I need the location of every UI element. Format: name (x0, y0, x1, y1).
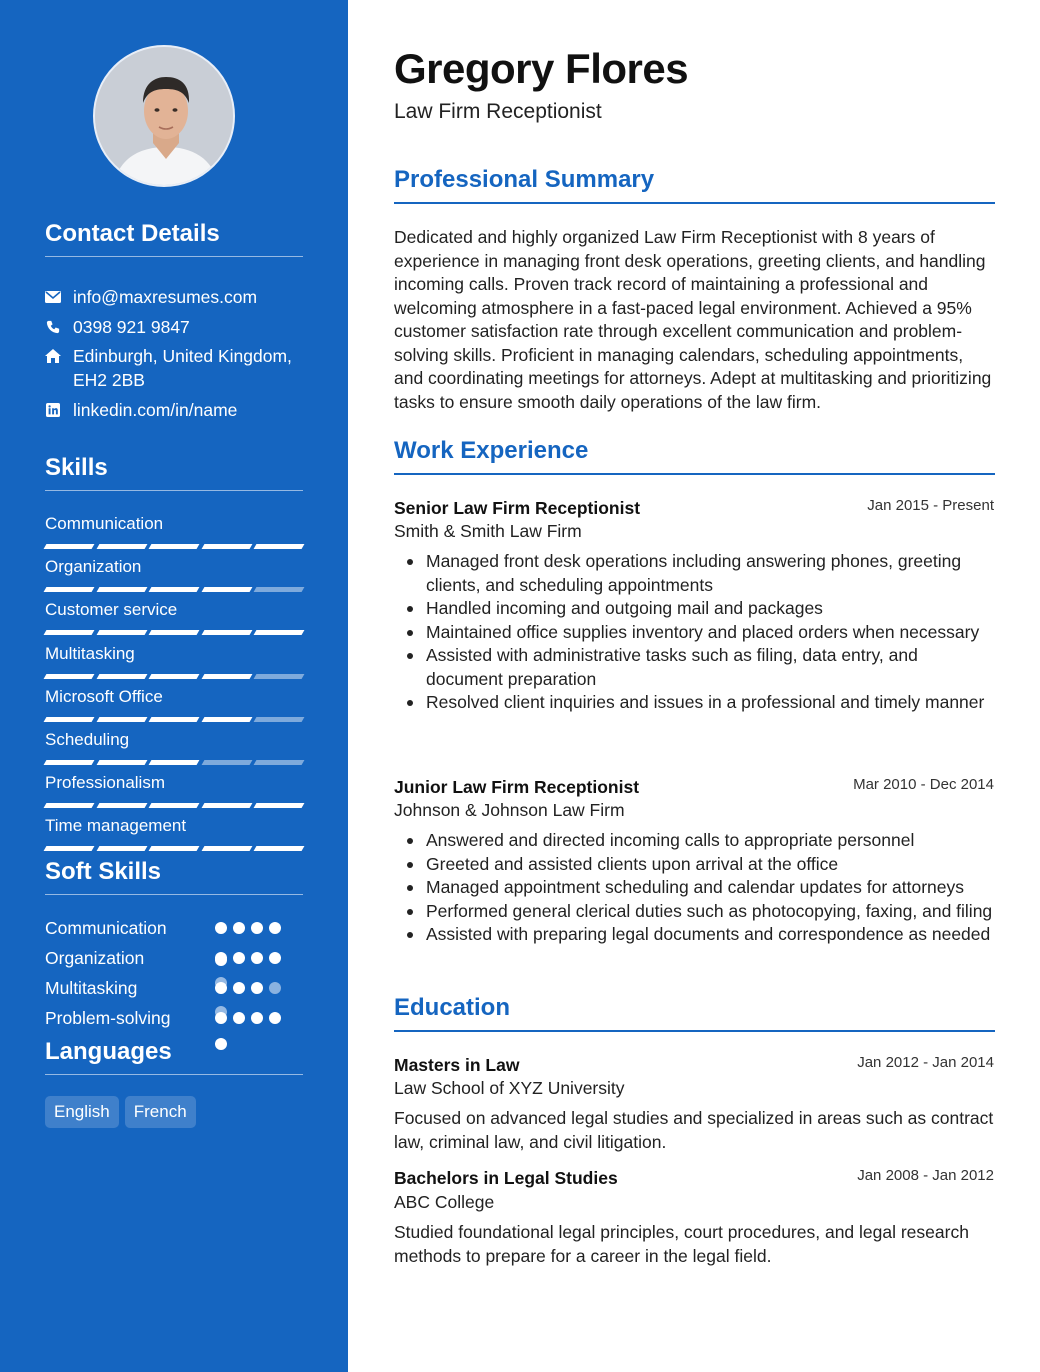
rating-dot (215, 952, 227, 964)
skill-level-bar (45, 544, 303, 549)
skill-level-segment (149, 630, 199, 635)
linkedin-text: linkedin.com/in/name (73, 400, 238, 420)
soft-skills-heading: Soft Skills (45, 858, 303, 895)
skill-level-segment (254, 846, 304, 851)
skill-name: Scheduling (45, 730, 130, 749)
skill-level-bar (45, 760, 303, 765)
degree-description: Studied foundational legal principles, court procedures, and legal research methods to prepare for a career in the legal field. (394, 1222, 969, 1266)
rating-dot (215, 1012, 227, 1024)
skill-level-segment (44, 544, 94, 549)
soft-skill-name: Problem-solving (45, 1008, 171, 1028)
skill-level-segment (149, 717, 199, 722)
skill-level-bar (45, 803, 303, 808)
languages-list (45, 1096, 196, 1128)
skill-level-segment (254, 630, 304, 635)
skill-level-segment (149, 674, 199, 679)
skill-level-segment (201, 760, 251, 765)
rating-dot (251, 952, 263, 964)
soft-skill-name: Organization (45, 948, 145, 968)
skill-level-bar (45, 630, 303, 635)
job-dates: Mar 2010 - Dec 2014 (853, 776, 994, 793)
rating-dot (251, 1012, 263, 1024)
skill-level-segment (44, 674, 94, 679)
skill-level-segment (44, 846, 94, 851)
candidate-name: Gregory Flores (394, 45, 689, 92)
language-tag: English (45, 1096, 119, 1128)
skill-level-segment (201, 587, 251, 592)
skill-level-segment (254, 803, 304, 808)
skill-name: Multitasking (45, 643, 135, 663)
soft-skill-rating (215, 952, 281, 964)
contact-email[interactable] (45, 285, 305, 309)
home-icon (45, 344, 73, 392)
skill-level-segment (96, 587, 146, 592)
job-company: Smith & Smith Law Firm (394, 521, 582, 541)
rating-dot (251, 982, 263, 994)
degree-dates: Jan 2008 - Jan 2012 (857, 1167, 994, 1184)
skill-level-segment (149, 587, 199, 592)
list-item: Managed front desk operations including answering phones, greeting clients, and scheduling appointments (394, 550, 995, 597)
skill-name: Organization (45, 557, 142, 577)
skill-level-segment (201, 630, 251, 635)
skill-level-segment (149, 846, 199, 851)
skill-level-segment (96, 544, 146, 549)
rating-dot (215, 922, 227, 934)
skill-level-segment (96, 630, 146, 635)
summary-text: Dedicated and highly organized Law Firm Receptionist with 8 years of experience in managing front desk operations, greeting clients, and handling incoming calls. Proven track record of maintaining a professional and welcoming atmosphere in a fast-paced legal environment. Achieved a 95% customer satisfaction rate through excellent communication and problem-solving skills. Proficient in managing calendars, scheduling appointments, and coordinating meetings for attorneys. Adept at multitasking and prioritizing tasks to ensure smooth daily operations of the law firm. (394, 227, 992, 412)
skill-level-segment (254, 587, 304, 592)
skill-name: Microsoft Office (45, 686, 163, 706)
skill-level-segment (44, 803, 94, 808)
rating-dot (269, 922, 281, 934)
skill-level-segment (96, 803, 146, 808)
experience-heading: Work Experience (394, 437, 995, 475)
skill-level-segment (201, 846, 251, 851)
skill-level-segment (149, 803, 199, 808)
skill-level-bar (45, 587, 303, 592)
list-item: Maintained office supplies inventory and placed orders when necessary (394, 621, 995, 645)
soft-skill-name: Multitasking (45, 978, 138, 998)
soft-skill-rating (215, 1012, 281, 1024)
job-company: Johnson & Johnson Law Firm (394, 800, 625, 820)
rating-dot (233, 922, 245, 934)
contact-linkedin[interactable] (45, 398, 305, 422)
degree-description: Focused on advanced legal studies and specialized in areas such as contract law, criminal law, and civil litigation. (394, 1108, 994, 1152)
phone-icon (45, 315, 73, 339)
skill-level-segment (254, 674, 304, 679)
degree-title: Bachelors in Legal Studies (394, 1168, 618, 1188)
list-item: Handled incoming and outgoing mail and packages (394, 597, 995, 621)
skill-name: Communication (45, 514, 164, 533)
language-tag: French (125, 1096, 196, 1128)
job-dates: Jan 2015 - Present (867, 497, 994, 514)
skill-level-segment (201, 674, 251, 679)
list-item: Greeted and assisted clients upon arrival at the office (394, 853, 995, 877)
contact-heading: Contact Details (45, 220, 303, 257)
soft-skill-rating (215, 922, 281, 934)
skill-level-segment (96, 717, 146, 722)
skill-level-segment (96, 760, 146, 765)
skill-level-segment (96, 674, 146, 679)
rating-dot (251, 922, 263, 934)
skill-level-segment (44, 717, 94, 722)
skill-level-bar (45, 674, 303, 679)
skill-name: Time management (45, 816, 187, 836)
list-item: Performed general clerical duties such as photocopying, faxing, and filing (394, 900, 995, 924)
skill-level-segment (44, 630, 94, 635)
skill-level-segment (254, 760, 304, 765)
skill-level-segment (201, 544, 251, 549)
skill-name: Professionalism (45, 773, 165, 793)
job-bullets (394, 550, 995, 715)
summary-heading: Professional Summary (394, 166, 995, 204)
job-title: Junior Law Firm Receptionist (394, 777, 640, 797)
list-item: Assisted with preparing legal documents and correspondence as needed (394, 923, 995, 947)
skill-level-segment (44, 760, 94, 765)
contact-phone[interactable] (45, 315, 305, 339)
rating-dot (269, 1012, 281, 1024)
rating-dot (233, 952, 245, 964)
rating-dot (215, 982, 227, 994)
job-title: Senior Law Firm Receptionist (394, 498, 641, 518)
languages-heading: Languages (45, 1038, 303, 1075)
skill-level-segment (201, 803, 251, 808)
skill-level-segment (254, 544, 304, 549)
skills-heading: Skills (45, 454, 303, 491)
skill-name: Customer service (45, 600, 178, 620)
rating-dot (269, 982, 281, 994)
skill-level-segment (96, 846, 146, 851)
skill-level-segment (149, 544, 199, 549)
degree-dates: Jan 2012 - Jan 2014 (857, 1054, 994, 1071)
envelope-icon (45, 285, 73, 309)
soft-skill-rating (215, 982, 281, 994)
address-line-2: EH2 2BB (73, 370, 145, 390)
list-item: Managed appointment scheduling and calendar updates for attorneys (394, 876, 995, 900)
skill-level-bar (45, 846, 303, 851)
phone-text: 0398 921 9847 (73, 317, 190, 337)
skill-level-segment (149, 760, 199, 765)
school-name: ABC College (394, 1192, 495, 1212)
soft-skill-name: Communication (45, 918, 167, 938)
list-item: Answered and directed incoming calls to appropriate personnel (394, 829, 995, 853)
education-heading: Education (394, 994, 995, 1032)
rating-dot (233, 1012, 245, 1024)
rating-dot (233, 982, 245, 994)
skill-level-segment (44, 587, 94, 592)
candidate-title: Law Firm Receptionist (394, 100, 602, 123)
profile-photo (95, 47, 235, 187)
email-text: info@maxresumes.com (73, 287, 258, 307)
sidebar (0, 0, 348, 1372)
skill-level-segment (201, 717, 251, 722)
skill-level-segment (254, 717, 304, 722)
rating-dot (269, 952, 281, 964)
avatar (93, 45, 235, 187)
list-item: Resolved client inquiries and issues in a professional and timely manner (394, 691, 995, 715)
school-name: Law School of XYZ University (394, 1078, 625, 1098)
list-item: Assisted with administrative tasks such as filing, data entry, and document preparation (394, 644, 995, 691)
address-text (73, 344, 292, 392)
contact-address (45, 344, 305, 392)
linkedin-icon (45, 398, 73, 422)
address-line-1: Edinburgh, United Kingdom, (73, 346, 292, 366)
skill-level-bar (45, 717, 303, 722)
job-bullets (394, 829, 995, 947)
degree-title: Masters in Law (394, 1055, 520, 1075)
